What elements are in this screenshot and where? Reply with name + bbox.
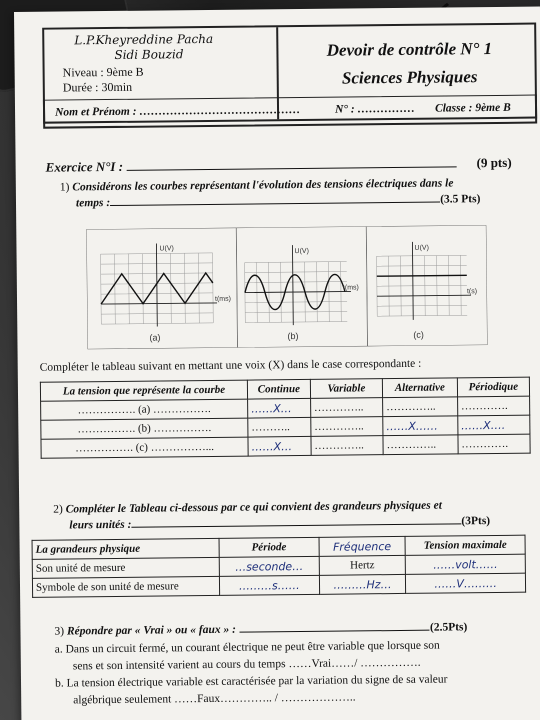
answer-cell[interactable]: ……X… <box>248 398 311 418</box>
answer-cell[interactable]: ……….. <box>248 417 311 437</box>
graph-c-xlabel: t(s) <box>466 288 478 296</box>
answer-cell[interactable]: ……X… <box>248 436 311 456</box>
answer-cell[interactable]: Hertz <box>319 555 406 575</box>
student-info-bar <box>43 95 537 129</box>
graph-c-ylabel: U(V) <box>414 244 429 252</box>
answer-b[interactable]: algébrique seulement ……Faux………….. / ……………….. <box>73 691 356 707</box>
answer-cell[interactable]: ……X…… <box>383 416 458 436</box>
answer-cell[interactable]: …………. <box>457 396 529 416</box>
graph-c <box>366 225 487 346</box>
class-field: Classe : 9ème B <box>434 101 511 115</box>
graph-a-caption: (a) <box>149 332 161 343</box>
answer-cell[interactable]: ……X…. <box>458 415 530 435</box>
graph-b-ylabel: U(V) <box>294 247 309 256</box>
answer-cell[interactable]: ………….. <box>383 435 458 455</box>
answer-cell[interactable]: ………….. <box>310 398 382 418</box>
answer-cell[interactable]: ………Hz… <box>319 574 406 594</box>
answer-cell[interactable]: ………….. <box>311 417 383 437</box>
table-row: ……………. (a) ……………. ……X… ………….. ………….. …………. <box>41 396 530 420</box>
graph-a-xlabel: t(ms) <box>214 295 232 303</box>
graph-a <box>86 228 237 350</box>
answer-cell[interactable]: …seconde… <box>219 556 319 576</box>
table-header-row: La grandeurs physique Période Fréquence Tension maximale <box>32 535 525 559</box>
table-row: Son unité de mesure …seconde… Hertz ……volt…… <box>32 554 525 578</box>
name-field[interactable]: Nom et Prénom : …………………………………… <box>54 104 301 119</box>
answer-cell[interactable]: ……volt…… <box>406 554 526 574</box>
answer-cell[interactable]: ………….. <box>383 397 458 417</box>
table-header-row: La tension que représente la courbe Continue Variable Alternative Périodique <box>40 377 529 401</box>
school-name: L.P.Kheyreddine Pacha Sidi Bouzid <box>74 31 214 62</box>
answer-cell[interactable]: ………s…… <box>219 575 319 595</box>
graph-a-ylabel: U(V) <box>159 245 174 253</box>
exam-sheet <box>14 6 540 720</box>
table-row: Symbole de son unité de mesure ………s…… ………Hz… ……V……… <box>32 573 525 597</box>
graph-b-xlabel: t(ms) <box>342 284 359 292</box>
graph-b-caption: (b) <box>287 331 299 342</box>
answer-cell[interactable]: ………….. <box>311 436 383 456</box>
tension-table <box>40 377 531 459</box>
graph-b <box>236 226 367 347</box>
question-3-items: a. Dans un circuit fermé, un courant électrique ne peut être variable que lorsque son sens et son intensité varient au cours du temps ……Vrai……/ ……………. b. La tension électrique variable est caractérisée par la variation du signe de sa valeur algébrique seulement ……Faux………….. / ……………….. <box>55 637 536 710</box>
question-1: 1) Considérons les courbes représentant l'évolution des tensions électriques dans le temps : (3.5 Pts) <box>59 177 481 210</box>
answer-cell[interactable]: …………. <box>458 434 530 454</box>
answer-a[interactable]: sens et son intensité varient au cours du temps ……Vrai……/ ……………. <box>72 656 421 673</box>
question-3: 3) Répondre par « Vrai » ou « faux » : (2.5Pts) <box>54 621 468 638</box>
exam-title: Devoir de contrôle N° 1 Sciences Physiques <box>326 38 493 88</box>
level-info: Niveau : 9ème B Durée : 30min <box>62 64 144 95</box>
quantities-table <box>32 535 527 598</box>
exercise-title: Exercice N°I : (9 pts) <box>45 154 512 175</box>
question-2: 2) Compléter le Tableau ci-dessous par ce qui convient des grandeurs physiques et leurs unités : (3Pts) <box>53 499 491 532</box>
answer-cell[interactable]: ……V……… <box>406 573 526 593</box>
table-row: ……………. (b) ……………. ……….. ………….. ……X…… ……X…. <box>41 415 530 439</box>
instruction-text: Compléter le tableau suivant en mettant une voix (X) dans le case correspondante : <box>39 357 422 374</box>
table-row: ……………. (c) ……………... ……X… ………….. ………….. …………. <box>41 434 530 458</box>
graph-c-caption: (c) <box>413 329 424 340</box>
number-field[interactable]: N° : …………… <box>334 102 416 116</box>
graphs-area <box>86 225 487 349</box>
